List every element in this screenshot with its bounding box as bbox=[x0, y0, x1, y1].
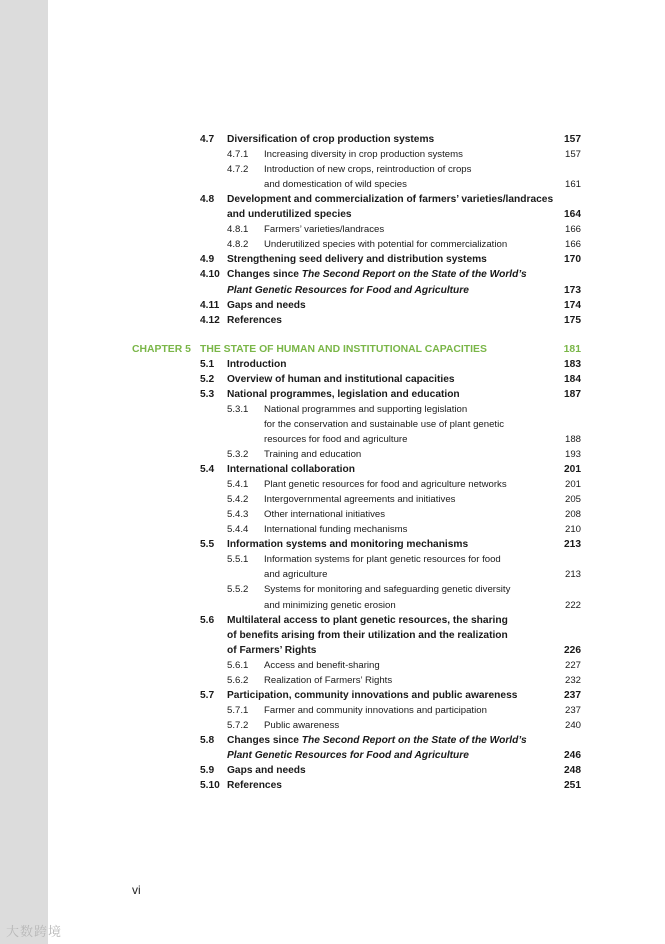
toc-entry-number: 5.7.2 bbox=[227, 719, 249, 731]
toc-entry-page: 170 bbox=[564, 254, 581, 266]
toc-entry-title bbox=[264, 659, 380, 672]
page-number: vi bbox=[132, 883, 141, 897]
toc-entry-title-text: International collaboration bbox=[227, 464, 355, 476]
toc-entry-title bbox=[227, 314, 282, 327]
toc-entry-page: 240 bbox=[564, 719, 581, 731]
toc-entry-title-text: Public awareness bbox=[264, 719, 340, 731]
toc-entry-title-text: of Farmers’ Rights bbox=[227, 644, 317, 656]
toc-entry-page: 174 bbox=[564, 299, 581, 311]
watermark-logo: 大数跨境 bbox=[6, 925, 63, 940]
toc-entry-title bbox=[227, 253, 487, 266]
toc-entry-page: 166 bbox=[564, 224, 581, 236]
toc-entry-number: 5.4.2 bbox=[227, 494, 249, 506]
toc-entry-number: 5.5.2 bbox=[227, 584, 249, 596]
toc-entry-title-text: THE STATE OF HUMAN AND INSTITUTIONAL CAPACITIES bbox=[200, 343, 487, 355]
toc-entry-title bbox=[227, 614, 508, 627]
toc-entry-number: 5.7 bbox=[200, 689, 215, 701]
toc-entry-number: 5.5.1 bbox=[227, 554, 249, 566]
toc-entry-title-text: Changes since bbox=[227, 734, 302, 746]
toc-entry-title-italic: Plant Genetic Resources for Food and Agriculture bbox=[227, 284, 469, 296]
toc-entry-title-text: References bbox=[227, 780, 282, 792]
toc-entry-page: 166 bbox=[564, 239, 581, 251]
toc-entry-number: 5.3.2 bbox=[227, 449, 249, 460]
toc-entry-title bbox=[264, 403, 467, 416]
toc-entry-title bbox=[227, 133, 434, 146]
toc-entry-title bbox=[227, 268, 527, 281]
toc-entry-page: 181 bbox=[563, 343, 581, 355]
toc-entry-title bbox=[200, 343, 487, 356]
toc-entry-number: 4.8.2 bbox=[227, 239, 249, 251]
toc-entry-title-text: Underutilized species with potential for commercialization bbox=[264, 239, 508, 251]
toc-entry-number: 4.7.2 bbox=[227, 164, 249, 176]
toc-entry-title bbox=[264, 508, 385, 521]
toc-entry-title bbox=[227, 644, 316, 657]
toc-entry-title bbox=[264, 148, 463, 161]
toc-entry-number: 5.6 bbox=[200, 614, 215, 626]
toc-entry-title-text: for the conservation and sustainable use of plant genetic bbox=[264, 418, 505, 430]
toc-entry-title-text: References bbox=[227, 314, 282, 326]
toc-entry-page: 226 bbox=[564, 644, 581, 656]
toc-entry-title-text: Other international initiatives bbox=[264, 509, 386, 521]
toc-entry-number: 5.4.4 bbox=[227, 524, 249, 536]
toc-entry-number: CHAPTER 5 bbox=[132, 343, 191, 355]
toc-entry-page: 175 bbox=[564, 314, 581, 326]
toc-entry-number: 4.9 bbox=[200, 254, 215, 266]
toc-entry-title-text: resources for food and agriculture bbox=[264, 433, 408, 445]
toc-entry-title bbox=[264, 448, 361, 461]
toc-entry-title bbox=[264, 599, 396, 612]
toc-entry-title-text: and domestication of wild species bbox=[264, 179, 407, 191]
toc-entry-title bbox=[264, 493, 455, 506]
toc-entry-title-text: Overview of human and institutional capacities bbox=[227, 373, 455, 385]
toc-entry-title-text: Introduction of new crops, reintroduction of crops bbox=[264, 164, 472, 176]
toc-entry-title bbox=[227, 734, 527, 747]
toc-entry-page: 208 bbox=[564, 509, 581, 521]
toc-entry-page: 213 bbox=[564, 539, 581, 551]
toc-entry-number: 4.10 bbox=[200, 269, 220, 281]
toc-entry-title-text: Systems for monitoring and safeguarding genetic diversity bbox=[264, 584, 511, 596]
toc-entry-page: 161 bbox=[564, 179, 581, 191]
toc-entry-page: 210 bbox=[564, 524, 581, 536]
toc-entry-title bbox=[227, 463, 355, 476]
toc-entry-title bbox=[264, 704, 487, 717]
toc-entry-title-text: Gaps and needs bbox=[227, 765, 306, 777]
toc-entry-title bbox=[264, 178, 407, 191]
toc-entry-number: 5.6.1 bbox=[227, 659, 249, 671]
toc-entry-title-text: International funding mechanisms bbox=[264, 524, 408, 536]
toc-entry-title bbox=[264, 418, 504, 431]
toc-entry-title-text: Multilateral access to plant genetic resources, the sharing bbox=[227, 614, 508, 626]
toc-entry-page: 237 bbox=[564, 689, 581, 701]
toc-entry-title bbox=[227, 193, 553, 206]
toc-entry-title-italic: The Second Report on the State of the World’s bbox=[301, 734, 527, 746]
toc-entry-title bbox=[227, 749, 469, 762]
toc-entry-title-text: Farmers’ varieties/landraces bbox=[264, 224, 385, 236]
toc-entry-title-text: and underutilized species bbox=[227, 209, 352, 221]
toc-entry-title bbox=[264, 238, 507, 251]
toc-entry-title-italic: Plant Genetic Resources for Food and Agriculture bbox=[227, 750, 469, 761]
toc-entry-number: 5.7.1 bbox=[227, 704, 249, 716]
toc-entry-number: 4.12 bbox=[200, 314, 220, 326]
toc-entry-title bbox=[264, 433, 407, 446]
toc-entry-title-text: Access and benefit-sharing bbox=[264, 659, 380, 671]
toc-entry-title-text: Farmer and community innovations and participation bbox=[264, 704, 487, 716]
toc-entry-number: 4.7 bbox=[200, 134, 215, 145]
toc-entry-page: 222 bbox=[564, 599, 581, 611]
toc-entry-page: 251 bbox=[564, 780, 581, 792]
toc-entry-number: 4.8.1 bbox=[227, 224, 249, 236]
toc-entry-title-text: Realization of Farmers’ Rights bbox=[264, 674, 393, 686]
toc-entry-title bbox=[227, 764, 306, 777]
toc-entry-page: 227 bbox=[564, 659, 581, 671]
toc-entry-title bbox=[227, 284, 469, 297]
toc-entry-title-text: Participation, community innovations and public awareness bbox=[227, 689, 518, 701]
toc-entry-title-text: Intergovernmental agreements and initiatives bbox=[264, 494, 456, 506]
toc-entry-number: 5.4.3 bbox=[227, 509, 249, 521]
toc-entry-title-text: of benefits arising from their utilization and the realization bbox=[227, 629, 508, 641]
toc-entry-title bbox=[227, 388, 460, 401]
toc-entry-title-text: Training and education bbox=[264, 449, 362, 460]
toc-entry-number: 5.8 bbox=[200, 734, 215, 746]
toc-entry-page: 187 bbox=[564, 388, 581, 400]
toc-entry-title bbox=[264, 523, 407, 536]
toc-entry-title bbox=[264, 583, 510, 596]
toc-entry-title-text: National programmes and supporting legislation bbox=[264, 403, 468, 415]
toc-entry-title-text: and agriculture bbox=[264, 569, 328, 581]
toc-entry-number: 5.3.1 bbox=[227, 403, 249, 415]
toc-entry-number: 5.4.1 bbox=[227, 479, 249, 491]
toc-entry-title-text: Introduction bbox=[227, 358, 287, 370]
toc-entry-title bbox=[227, 538, 468, 551]
toc-entry-page: 246 bbox=[564, 750, 581, 761]
toc-entry-page: 213 bbox=[564, 569, 581, 581]
toc-entry-number: 5.6.2 bbox=[227, 674, 249, 686]
toc-entry-page: 157 bbox=[564, 134, 581, 145]
toc-entry-title-text: National programmes, legislation and education bbox=[227, 388, 460, 400]
toc-entry-page: 183 bbox=[564, 358, 581, 370]
toc-entry-title-text: Diversification of crop production systems bbox=[227, 134, 435, 145]
toc-entry-title-text: Strengthening seed delivery and distribution systems bbox=[227, 254, 487, 266]
toc-entry-title bbox=[264, 719, 339, 732]
toc-entry-number: 5.1 bbox=[200, 358, 215, 370]
toc-entry-page: 193 bbox=[564, 449, 581, 460]
toc-entry-page: 173 bbox=[564, 284, 581, 296]
toc-entry-title-text: Increasing diversity in crop production systems bbox=[264, 149, 463, 161]
toc-entry-page: 184 bbox=[564, 373, 581, 385]
toc-entry-title-text: Gaps and needs bbox=[227, 299, 306, 311]
toc-entry-title bbox=[227, 629, 508, 642]
toc-entry-number: 4.8 bbox=[200, 194, 215, 206]
toc-entry-page: 232 bbox=[564, 674, 581, 686]
toc-entry-title bbox=[227, 299, 306, 312]
toc-entry-number: 5.10 bbox=[200, 780, 220, 792]
toc-entry-title-text: Development and commercialization of farmers’ varieties/landraces bbox=[227, 194, 554, 206]
toc-entry-title bbox=[227, 208, 352, 221]
toc-entry-number: 4.7.1 bbox=[227, 149, 249, 161]
toc-entry-title-italic: The Second Report on the State of the World’s bbox=[301, 269, 527, 281]
toc-entry-title bbox=[227, 373, 455, 386]
toc-entry-page: 188 bbox=[564, 433, 581, 445]
toc-entry-title bbox=[264, 478, 507, 491]
toc-entry-page: 205 bbox=[564, 494, 581, 506]
toc-entry-title bbox=[227, 779, 282, 792]
toc-entry-title-text: and minimizing genetic erosion bbox=[264, 599, 396, 611]
toc-entry-title bbox=[264, 163, 471, 176]
toc-entry-page: 201 bbox=[564, 479, 581, 491]
toc-entry-title-text: Information systems for plant genetic resources for food bbox=[264, 554, 501, 566]
toc-entry-number: 5.4 bbox=[200, 464, 215, 476]
toc-entry-title bbox=[264, 553, 501, 566]
toc-entry-page: 237 bbox=[564, 704, 581, 716]
toc-entry-number: 5.5 bbox=[200, 539, 215, 551]
toc-entry-number: 5.2 bbox=[200, 373, 215, 385]
toc-entry-title bbox=[264, 223, 384, 236]
toc-entry-title-text: Changes since bbox=[227, 269, 302, 281]
toc-entry-title-text: Information systems and monitoring mechanisms bbox=[227, 539, 469, 551]
toc-entry-page: 248 bbox=[564, 765, 581, 777]
toc-entry-page: 157 bbox=[564, 149, 581, 161]
toc-entry-title-text: Plant genetic resources for food and agriculture networks bbox=[264, 479, 507, 491]
toc-entry-title bbox=[264, 568, 327, 581]
toc-entry-page: 201 bbox=[564, 464, 581, 476]
toc-entry-title bbox=[227, 689, 517, 702]
toc-entry-title bbox=[264, 674, 392, 687]
toc-entry-number: 4.11 bbox=[200, 299, 220, 311]
toc-entry-title bbox=[227, 358, 286, 371]
toc-entry-page: 164 bbox=[564, 209, 581, 221]
toc-entry-number: 5.9 bbox=[200, 765, 215, 777]
toc-entry-number: 5.3 bbox=[200, 388, 215, 400]
